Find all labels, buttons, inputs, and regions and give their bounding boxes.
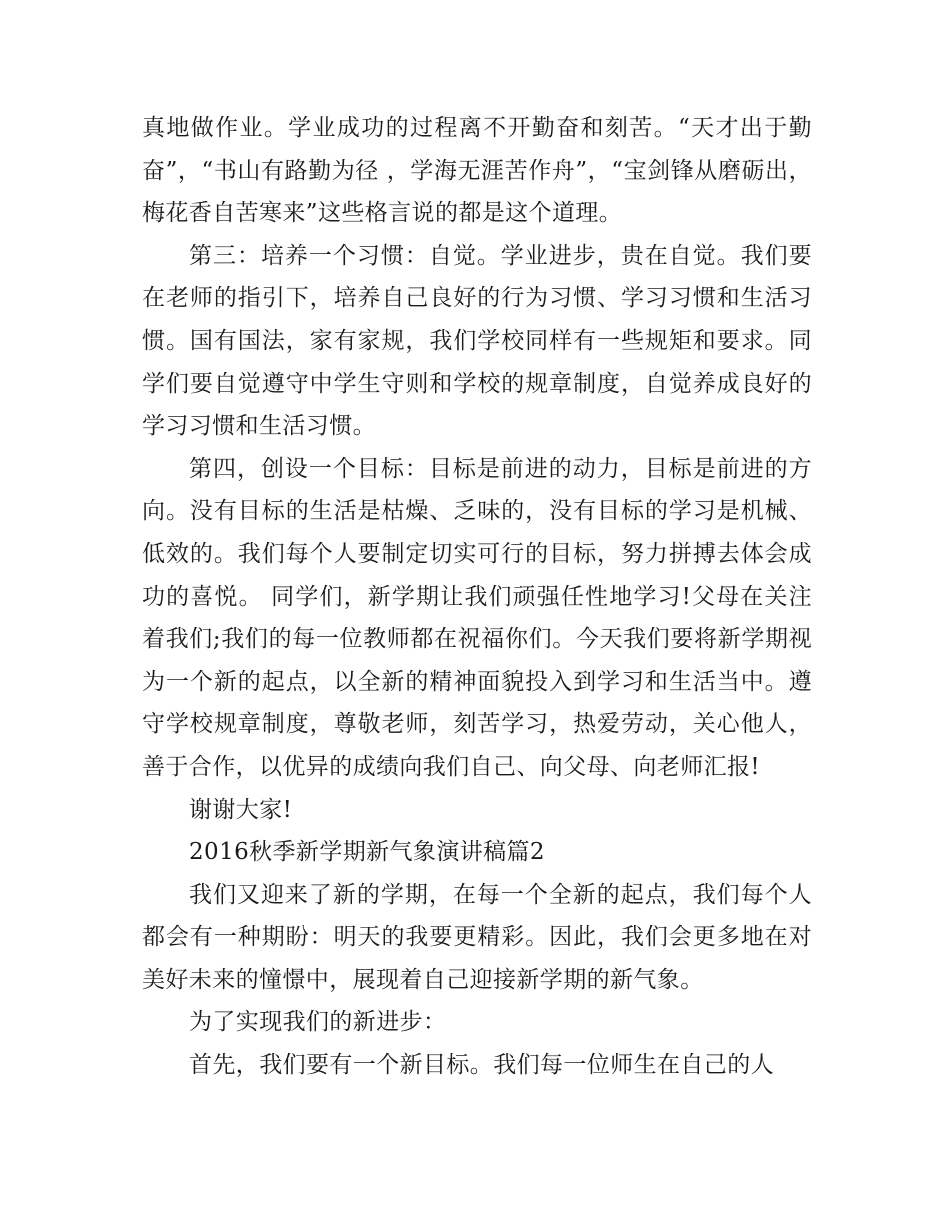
paragraph-continuation: 真地做作业。学业成功的过程离不开勤奋和刻苦。“天才出于勤奋”，“书山有路勤为径 ，学海无涯苦作舟”，“宝剑锋从磨砺出，梅花香自苦寒来”这些格言说的都是这个道理。 [142, 115, 812, 227]
document-body [142, 107, 812, 1087]
paragraph-thanks: 谢谢大家! [189, 796, 293, 823]
paragraph-first-goal: 首先，我们要有一个新目标。我们每一位师生在自己的人 [189, 1052, 774, 1079]
paragraph-third-point: 第三：培养一个习惯：自觉。学业进步，贵在自觉。我们要在老师的指引下，培养自己良好的行为习惯、学习习惯和生活习惯。国有国法，家有家规，我们学校同样有一些规矩和要求。同学们要自觉遵守中学生守则和学校的规章制度，自觉养成良好的学习习惯和生活习惯。 [142, 242, 812, 440]
paragraph-new-semester: 我们又迎来了新的学期，在每一个全新的起点，我们每个人都会有一种期盼：明天的我要更精彩。因此，我们会更多地在对美好未来的憧憬中，展现着自己迎接新学期的新气象。 [142, 881, 812, 993]
section-heading: 2016秋季新学期新气象演讲稿篇2 [189, 839, 545, 866]
paragraph-progress-intro: 为了实现我们的新进步： [189, 1009, 447, 1036]
paragraph-fourth-point: 第四，创设一个目标：目标是前进的动力，目标是前进的方向。没有目标的生活是枯燥、乏味的，没有目标的学习是机械、低效的。我们每个人要制定切实可行的目标，努力拼搏去体会成功的喜悦。 同学们，新学期让我们顽强任性地学习!父母在关注着我们;我们的每一位教师都在祝福你们。今天我们要将新学期视为一个新的起点，以全新的精神面貌投入到学习和生活当中。遵守学校规章制度，尊敬老师，刻苦学习，热爱劳动，关心他人，善于合作，以优异的成绩向我们自己、向父母、向老师汇报! [142, 455, 812, 780]
